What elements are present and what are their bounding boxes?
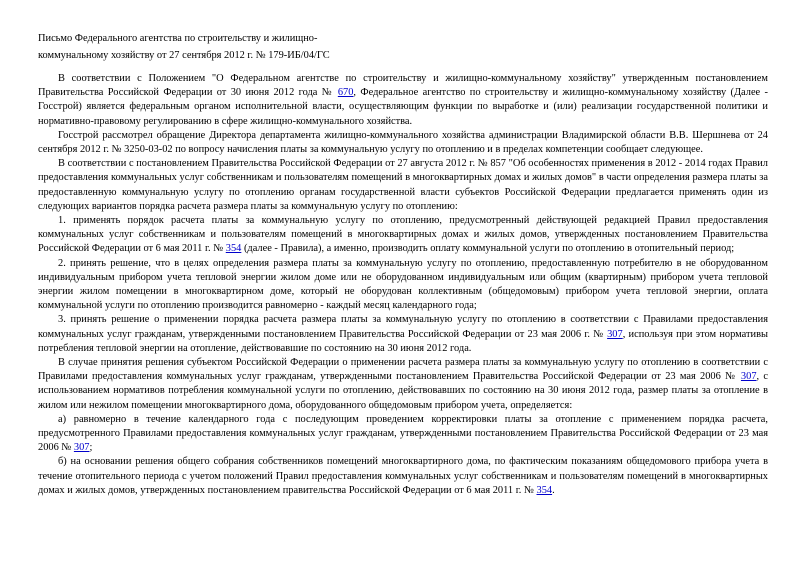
paragraph-9-text-b: . [552, 484, 555, 496]
paragraph-8-text-a: а) равномерно в течение календарного года с последующим проведением корректировки платы за отопление с применением порядка расчета, предусмотренного Правилами предоставления коммунальных услуг гражданам, утвержденными постановлением Правительства Российской Федерации от 23 мая 2006 № [38, 413, 768, 454]
paragraph-6-text-a: 3. принять решение о применении порядка расчета размера платы за коммунальную услугу по отоплению в соответствии с Правилами предоставления коммунальных услуг гражданам, утвержденными постановлением Правительства Российской Федерации от 23 мая 2006 г. № [38, 314, 768, 340]
paragraph-1-text-b: , Федеральное агентство по строительству и жилищно-коммунальному хозяйству (Далее - Госстрой) является федеральным органом исполнительной власти, осуществляющим функции по выработке и (или) реализации государственной политики и нормативно-правовому регулированию в сфере жилищно-коммунального хозяйства. [38, 87, 768, 127]
link-resolution-670[interactable]: 670 [337, 87, 354, 99]
title-line-2: коммунальному хозяйству от 27 сентября 2012 г. № 179-ИБ/04/ГС [38, 50, 330, 61]
paragraph-4 [38, 214, 768, 257]
link-resolution-307[interactable]: 307 [740, 371, 757, 383]
paragraph-9-text-a: б) на основании решения общего собрания собственников помещений многоквартирного дома, по фактическим показаниям общедомового прибора учета в течение отопительного периода с учетом положений Правил предоставления коммунальных услуг собственникам и пользователям помещений в многоквартирных домах и жилых домов, утвержденных постановлением правительства Российской Федерации от 6 мая 2011 г. № [38, 456, 768, 496]
paragraph-5: 2. принять решение, что в целях определения размера платы за коммунальную услугу по отоплению, предоставленную потребителю в не оборудованном индивидуальным прибором учета тепловой энергии жилом доме или не оборудованном индивидуальным или общим (квартирным) прибором учета тепловой энергии жилом помещении в многоквартирном доме, который не оборудован коллективным (общедомовым) прибором учета тепловой энергии, оплата коммунальной услуги по отоплению производится равномерно - каждый месяц календарного года; [38, 257, 768, 312]
paragraph-2: Госстрой рассмотрел обращение Директора департамента жилищно-коммунального хозяйства администрации Владимирской области В.В. Шершнева от 24 сентября 2012 г. № 3250-03-02 по вопросу начисления платы за коммунальную услугу по отоплению и в пределах компетенции сообщает следующее. [38, 129, 768, 156]
document-title [38, 30, 458, 64]
paragraph-4-text-a: 1. применять порядок расчета платы за коммунальную услугу по отоплению, предусмотренный действующей редакцией Правил предоставления коммунальных услуг собственникам и пользователям помещений в многоквартирных домах и жилых домов, утвержденных постановлением Правительства Российской Федерации от 6 мая 2011 г. № [38, 215, 768, 255]
paragraph-7-text-a: В случае принятия решения субъектом Российской Федерации о применении расчета размера платы за коммунальную услугу по отоплению в соответствии с Правилами предоставления коммунальных услуг гражданам, утвержденными постановлением Правительства Российской Федерации от 23 мая 2006 № [38, 357, 768, 383]
paragraph-7-text-b: , с использованием нормативов потребления коммунальной услуги по отоплению, действовавших по состоянию на 30 июня 2012 года, размер платы за отопление в жилом или нежилом помещении многоквартирного дома, оборудованного общедомовым прибором учета, определяется: [38, 371, 768, 411]
paragraph-1-text-a: В соответствии с Положением "О Федеральном агентстве по строительству и жилищно-коммунальному хозяйству" утвержденным постановлением Правительства Российской Федерации от 30 июня 2012 года № [38, 73, 768, 99]
paragraph-9 [38, 455, 768, 498]
paragraph-4-text-b: (далее - Правила), а именно, производить оплату коммунальной услуги по отоплению в отопительный период; [241, 243, 735, 255]
document-body [38, 72, 768, 498]
paragraph-6 [38, 313, 768, 356]
title-line-1: Письмо Федерального агентства по строительству и жилищно- [38, 33, 318, 44]
link-resolution-307[interactable]: 307 [607, 328, 623, 340]
paragraph-8-text-b: ; [89, 442, 93, 454]
paragraph-3: В соответствии с постановлением Правительства Российской Федерации от 27 августа 2012 г. № 857 "Об особенностях применения в 2012 - 2014 годах Правил предоставления коммунальных услуг собственникам и пользователям помещений в многоквартирных домах и жилых домов" в части определения размера платы за предоставленную коммунальную услугу по отоплению органам государственной власти субъектов Российской Федерации предлагается применять один из следующих вариантов порядка расчета размера платы за коммунальную услугу по отоплению: [38, 158, 768, 212]
paragraph-6-text-b: , используя при этом нормативы потребления тепловой энергии на отопление, действовавшие по состоянию на 30 июня 2012 года. [38, 328, 768, 354]
link-resolution-354[interactable]: 354 [536, 484, 553, 496]
paragraph-7 [38, 356, 768, 413]
paragraph-1 [38, 72, 768, 129]
paragraph-8 [38, 413, 768, 456]
link-resolution-354[interactable]: 354 [225, 243, 242, 255]
link-resolution-307[interactable]: 307 [73, 442, 90, 454]
